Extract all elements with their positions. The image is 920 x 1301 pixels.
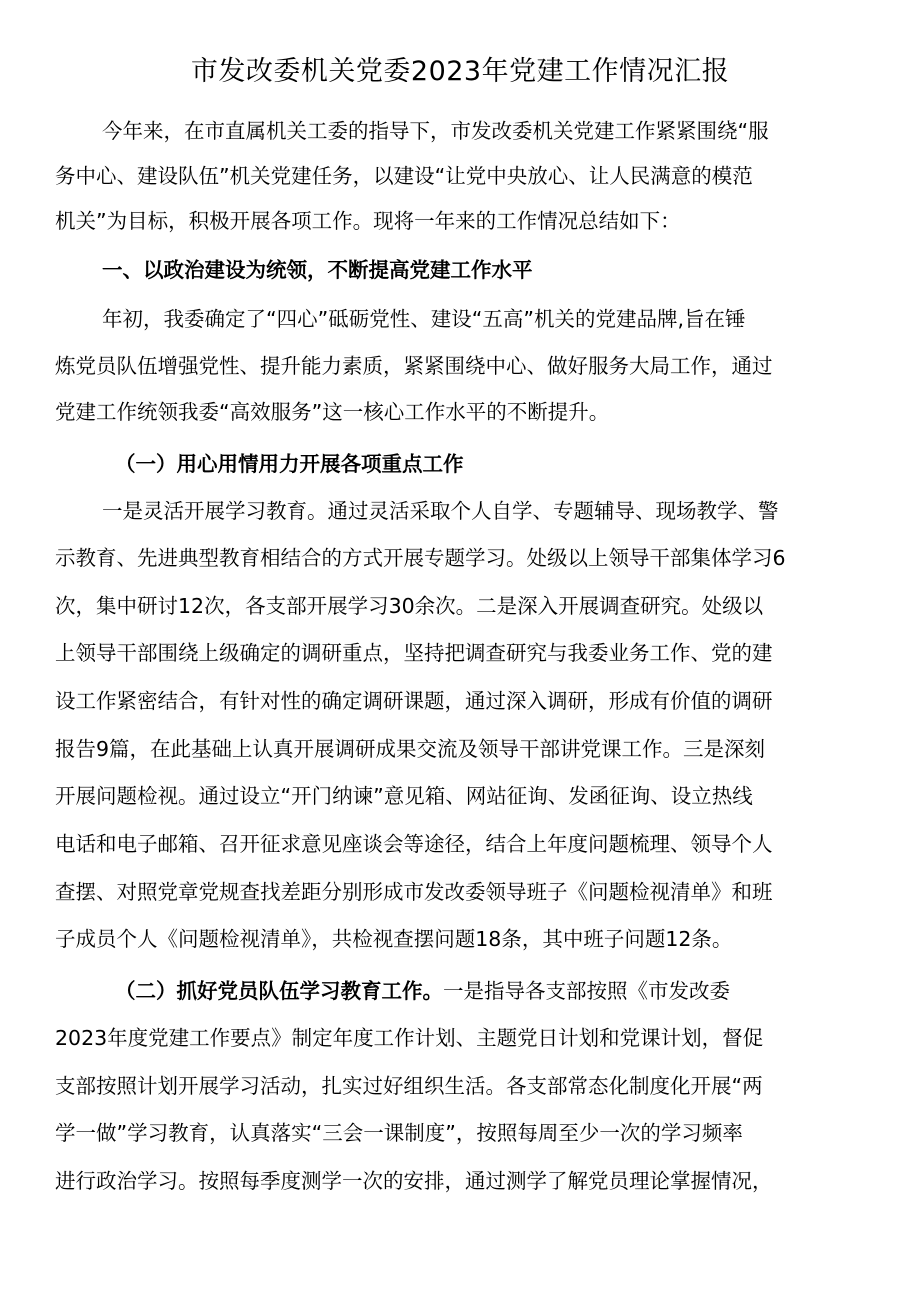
paragraph-line: 报告9篇，在此基础上认真开展调研成果交流及领导干部讲党课工作。三是深刻 [55, 737, 766, 761]
paragraph-line-section2 [115, 976, 730, 1006]
paragraph-line: 开展问题检视。通过设立“开门纳谏”意见箱、网站征询、发函征询、设立热线 [55, 784, 753, 808]
paragraph-line: 查摆、对照党章党规查找差距分别形成市发改委领导班子《问题检视清单》和班 [55, 880, 773, 904]
subsection-heading: （一）用心用情用力开展各项重点工作 [115, 452, 464, 476]
paragraph-line: 次，集中研讨12次，各支部开展学习30余次。二是深入开展调查研究。处级以 [55, 594, 764, 618]
paragraph-line: 示教育、先进典型教育相结合的方式开展专题学习。处级以上领导干部集体学习6 [55, 546, 786, 570]
paragraph-line: 子成员个人《问题检视清单》，共检视查摆问题18条，其中班子问题12条。 [55, 927, 733, 951]
document-title: 市发改委机关党委2023年党建工作情况汇报 [190, 56, 730, 87]
paragraph-line: 机关”为目标，积极开展各项工作。现将一年来的工作情况总结如下： [55, 209, 681, 233]
paragraph-line: 进行政治学习。按照每季度测学一次的安排，通过测学了解党员理论掌握情况， [55, 1169, 773, 1193]
paragraph-line: 务中心、建设队伍”机关党建任务，以建设“让党中央放心、让人民满意的模范 [55, 164, 753, 188]
paragraph-line: 炼党员队伍增强党性、提升能力素质，紧紧围绕中心、做好服务大局工作，通过 [55, 354, 773, 378]
paragraph-line: 学一做”学习教育，认真落实“三会一课制度”，按照每周至少一次的学习频率 [55, 1121, 743, 1145]
paragraph-line: 电话和电子邮箱、召开征求意见座谈会等途径，结合上年度问题梳理、领导个人 [55, 832, 773, 856]
paragraph-line: 今年来，在市直属机关工委的指导下，市发改委机关党建工作紧紧围绕“服 [102, 119, 769, 143]
section-heading: 一、以政治建设为统领，不断提高党建工作水平 [102, 258, 533, 282]
paragraph-line: 上领导干部围绕上级确定的调研重点，坚持把调查研究与我委业务工作、党的建 [55, 641, 773, 665]
section2-intro-text: 一是指导各支部按照《市发改委 [443, 979, 730, 1003]
section2-bold-heading: （二）抓好党员队伍学习教育工作。 [115, 979, 443, 1003]
paragraph-line: 党建工作统领我委“高效服务”这一核心工作水平的不断提升。 [55, 400, 610, 424]
paragraph-line: 年初，我委确定了“四心”砥砺党性、建设“五高”机关的党建品牌,旨在锤 [102, 307, 746, 331]
paragraph-line: 设工作紧密结合，有针对性的确定调研课题，通过深入调研，形成有价值的调研 [55, 689, 773, 713]
paragraph-line: 支部按照计划开展学习活动，扎实过好组织生活。各支部常态化制度化开展“两 [55, 1074, 763, 1098]
paragraph-line: 2023年度党建工作要点》制定年度工作计划、主题党日计划和党课计划，督促 [55, 1026, 764, 1050]
paragraph-line: 一是灵活开展学习教育。通过灵活采取个人自学、专题辅导、现场教学、警 [102, 499, 779, 523]
